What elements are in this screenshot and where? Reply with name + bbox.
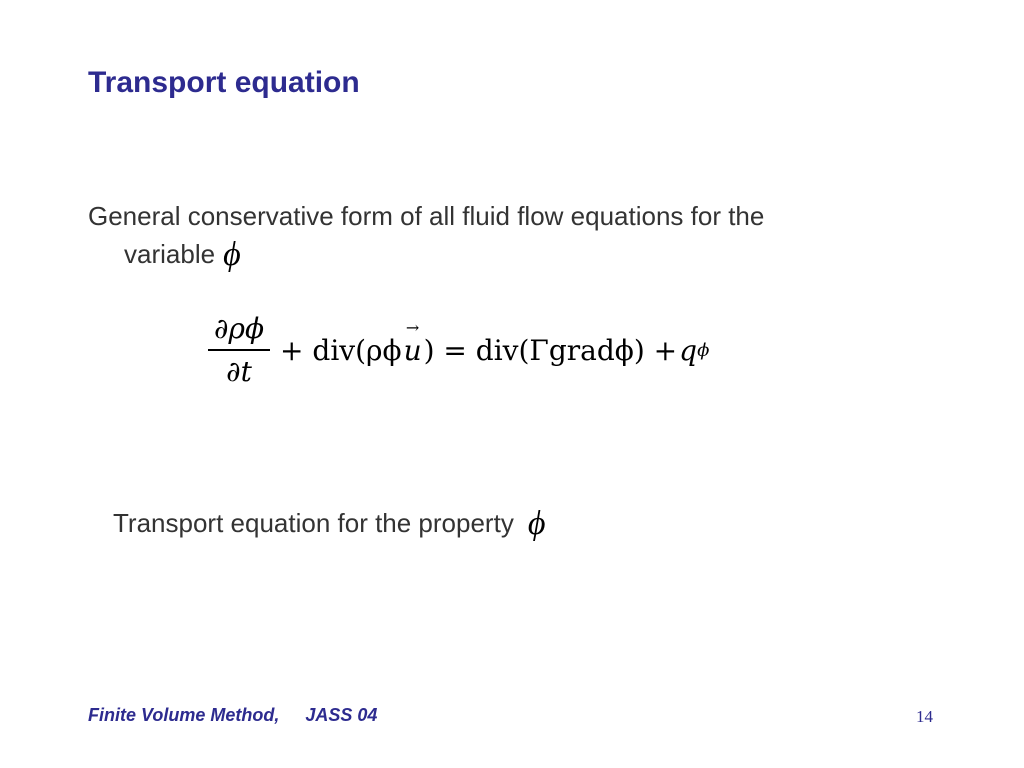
source-term: q bbox=[679, 333, 698, 367]
footer-course: Finite Volume Method, bbox=[88, 705, 280, 725]
caption-text: Transport equation for the property bbox=[113, 508, 514, 538]
footer-event: JASS 04 bbox=[305, 705, 378, 725]
fraction-denominator: ∂t bbox=[226, 355, 252, 388]
page-number: 14 bbox=[916, 707, 933, 726]
source-subscript: ϕ bbox=[697, 339, 710, 361]
slide-title: Transport equation bbox=[88, 66, 360, 99]
caption bbox=[113, 505, 545, 543]
variable-phi-symbol: ϕ bbox=[223, 236, 241, 273]
velocity-vector: → u bbox=[404, 334, 422, 367]
diffusion-term: ) = div(Γgradϕ) + bbox=[423, 333, 678, 367]
time-derivative-fraction bbox=[208, 312, 270, 388]
body-line-1: General conservative form of all fluid flow equations for the bbox=[88, 201, 765, 231]
transport-equation bbox=[208, 305, 709, 395]
body-line-2: variable bbox=[124, 239, 216, 269]
convection-term: + div(ρϕ bbox=[280, 333, 402, 367]
body-paragraph bbox=[88, 197, 938, 274]
footer bbox=[88, 705, 377, 726]
body-line-2-wrapper bbox=[88, 235, 938, 274]
fraction-numerator: ∂ρϕ bbox=[208, 312, 270, 351]
property-phi-symbol: ϕ bbox=[527, 505, 546, 542]
